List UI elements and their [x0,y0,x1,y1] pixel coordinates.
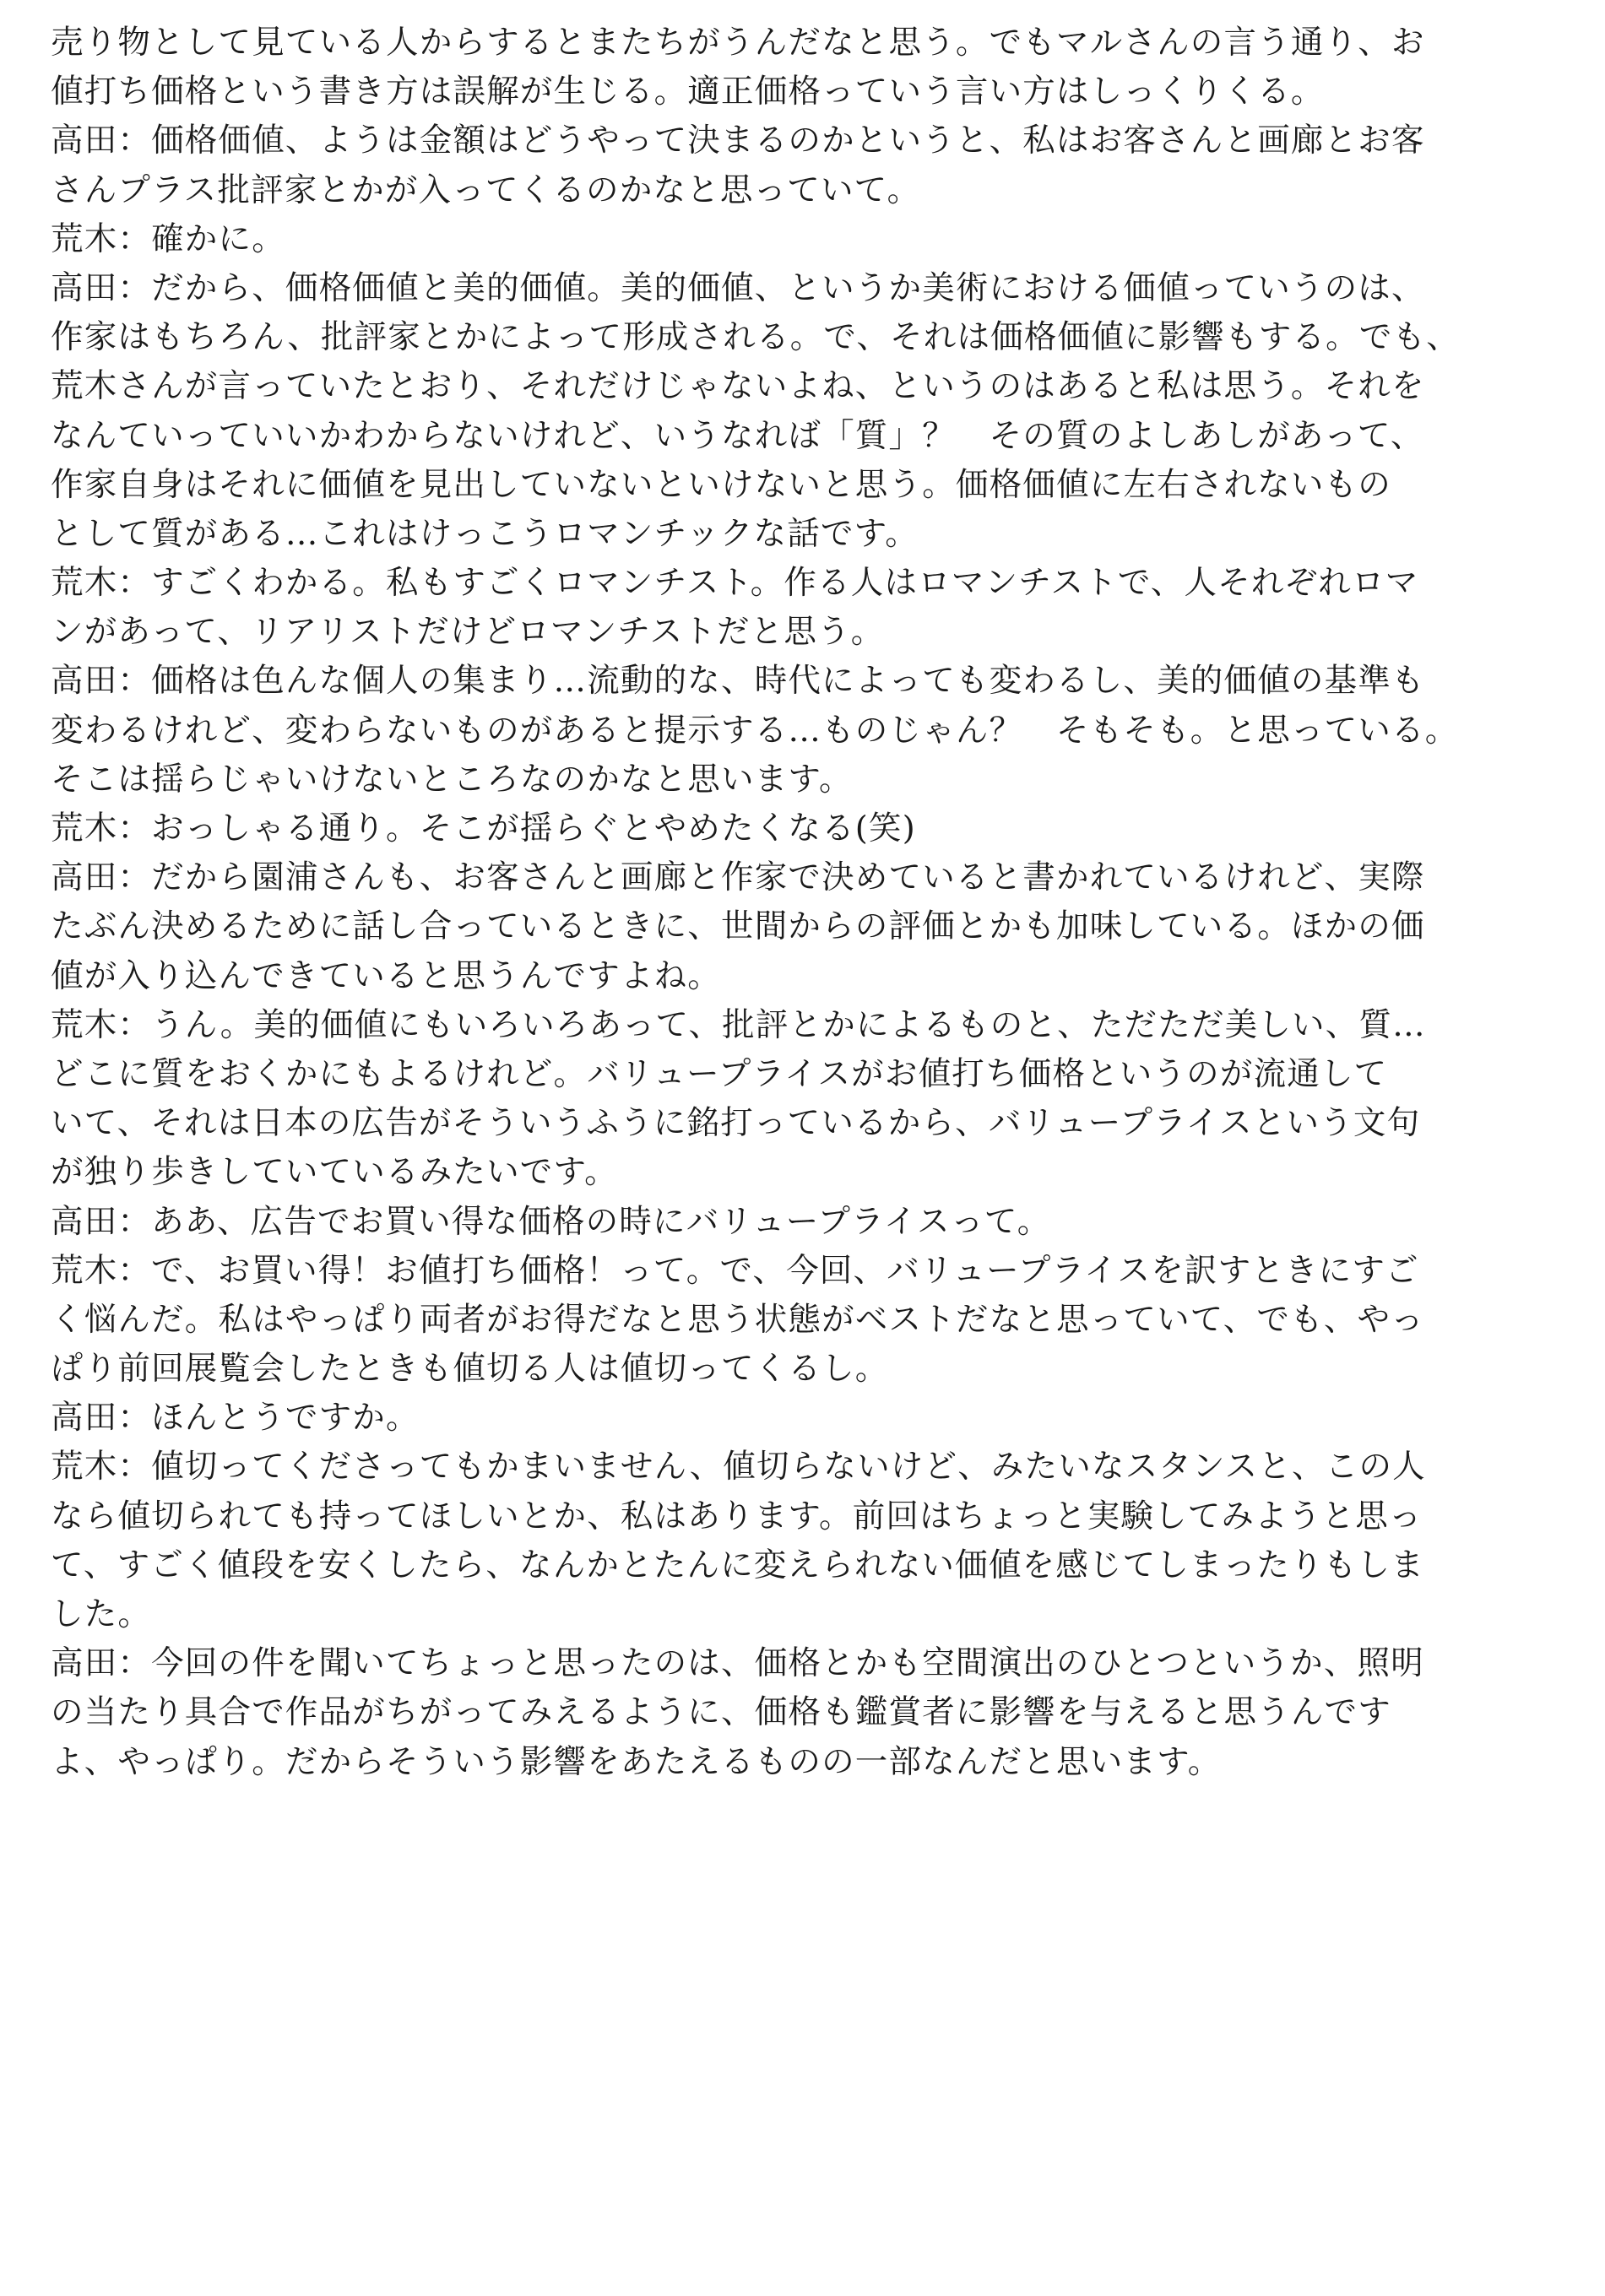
text-line: て、すごく値段を安くしたら、なんかとたんに変えられない価値を感じてしまったりもしま [51,1546,1424,1584]
text-line: 荒木：値切ってくださってもかまいません、値切らないけど、みたいなスタンスと、この人 [51,1448,1426,1486]
text-line: 売り物として見ている人からするとまたちがうんだなと思う。でもマルさんの言う通り、お [51,24,1425,62]
text-line: 高田：ほんとうですか。 [51,1399,420,1438]
text-line: 高田：今回の件を聞いてちょっと思ったのは、価格とかも空間演出のひとつというか、照明 [51,1644,1424,1683]
text-line: ンがあって、リアリストだけどロマンチストだと思う。 [51,613,885,652]
text-line: が独り歩きしていているみたいです。 [51,1153,618,1192]
text-line: 荒木さんが言っていたとおり、それだけじゃないよね、というのはあると私は思う。それを [51,367,1425,406]
text-line: の当たり具合で作品がちがってみえるように、価格も鑑賞者に影響を与えると思うんです [51,1693,1392,1732]
text-line: 高田：ああ、広告でお買い得な価格の時にバリュープライスって。 [51,1202,1051,1241]
text-line: 値打ち価格という書き方は誤解が生じる。適正価格っていう言い方はしっくりくる。 [51,73,1325,111]
text-line: 高田：価格は色んな個人の集まり…流動的な、時代によっても変わるし、美的価値の基準も [51,662,1425,701]
text-line: なら値切られても持ってほしいとか、私はあります。前回はちょっと実験してみようと思っ [51,1497,1423,1535]
text-line: さんプラス批評家とかが入ってくるのかなと思っていて。 [51,171,921,209]
document-page [51,19,1562,2281]
text-line: なんていっていいかわからないけれど、いうなれば「質」？ その質のよしあしがあって、 [51,416,1424,455]
text-line: ぱり前回展覧会したときも値切る人は値切ってくるし。 [51,1350,889,1389]
text-line: どこに質をおくかにもよるけれど。バリュープライスがお値打ち価格というのが流通して [51,1054,1388,1093]
text-line: く悩んだ。私はやっぱり両者がお得だなと思う状態がベストだなと思っていて、でも、やっ [51,1300,1424,1339]
text-line: 値が入り込んできていると思うんですよね。 [51,956,722,995]
text-line: いて、それは日本の広告がそういうふうに銘打っているから、バリュープライスという文句 [51,1104,1421,1143]
text-line: 荒木：すごくわかる。私もすごくロマンチスト。作る人はロマンチストで、人それぞれロマ [51,564,1419,603]
text-line: よ、やっぱり。だからそういう影響をあたえるものの一部なんだと思います。 [51,1742,1222,1781]
text-line: 荒木：確かに。 [51,219,285,258]
text-line: 荒木：で、お買い得！お値打ち価格！って。で、今回、バリュープライスを訳すときにすご [51,1251,1419,1290]
text-line: 高田：だから園浦さんも、お客さんと画廊と作家で決めていると書かれているけれど、実際 [51,858,1425,897]
text-line: 荒木：うん。美的価値にもいろいろあって、批評とかによるものと、ただただ美しい、質… [51,1005,1426,1044]
text-line: 荒木：おっしゃる通り。そこが揺らぐとやめたくなる(笑) [51,810,916,847]
text-line: 高田：価格価値、ようは金額はどうやって決まるのかというと、私はお客さんと画廊とお客 [51,122,1425,160]
text-line: たぶん決めるために話し合っているときに、世間からの評価とかも加味している。ほかの価 [51,907,1425,946]
text-line: 作家自身はそれに価値を見出していないといけないと思う。価格価値に左右されないもの [51,465,1392,504]
text-line: した。 [51,1595,152,1633]
text-line: 変わるけれど、変わらないものがあると提示する…ものじゃん？ そもそも。と思っている。 [51,711,1459,750]
text-line: として質がある…これはけっこうロマンチックな話です。 [51,514,919,553]
text-line: 作家はもちろん、批評家とかによって形成される。で、それは価格価値に影響もする。でも、 [51,318,1460,357]
text-line: 高田：だから、価格価値と美的価値。美的価値、というか美術における価値っていうのは、 [51,268,1425,307]
text-line: そこは揺らじゃいけないところなのかなと思います。 [51,760,853,799]
